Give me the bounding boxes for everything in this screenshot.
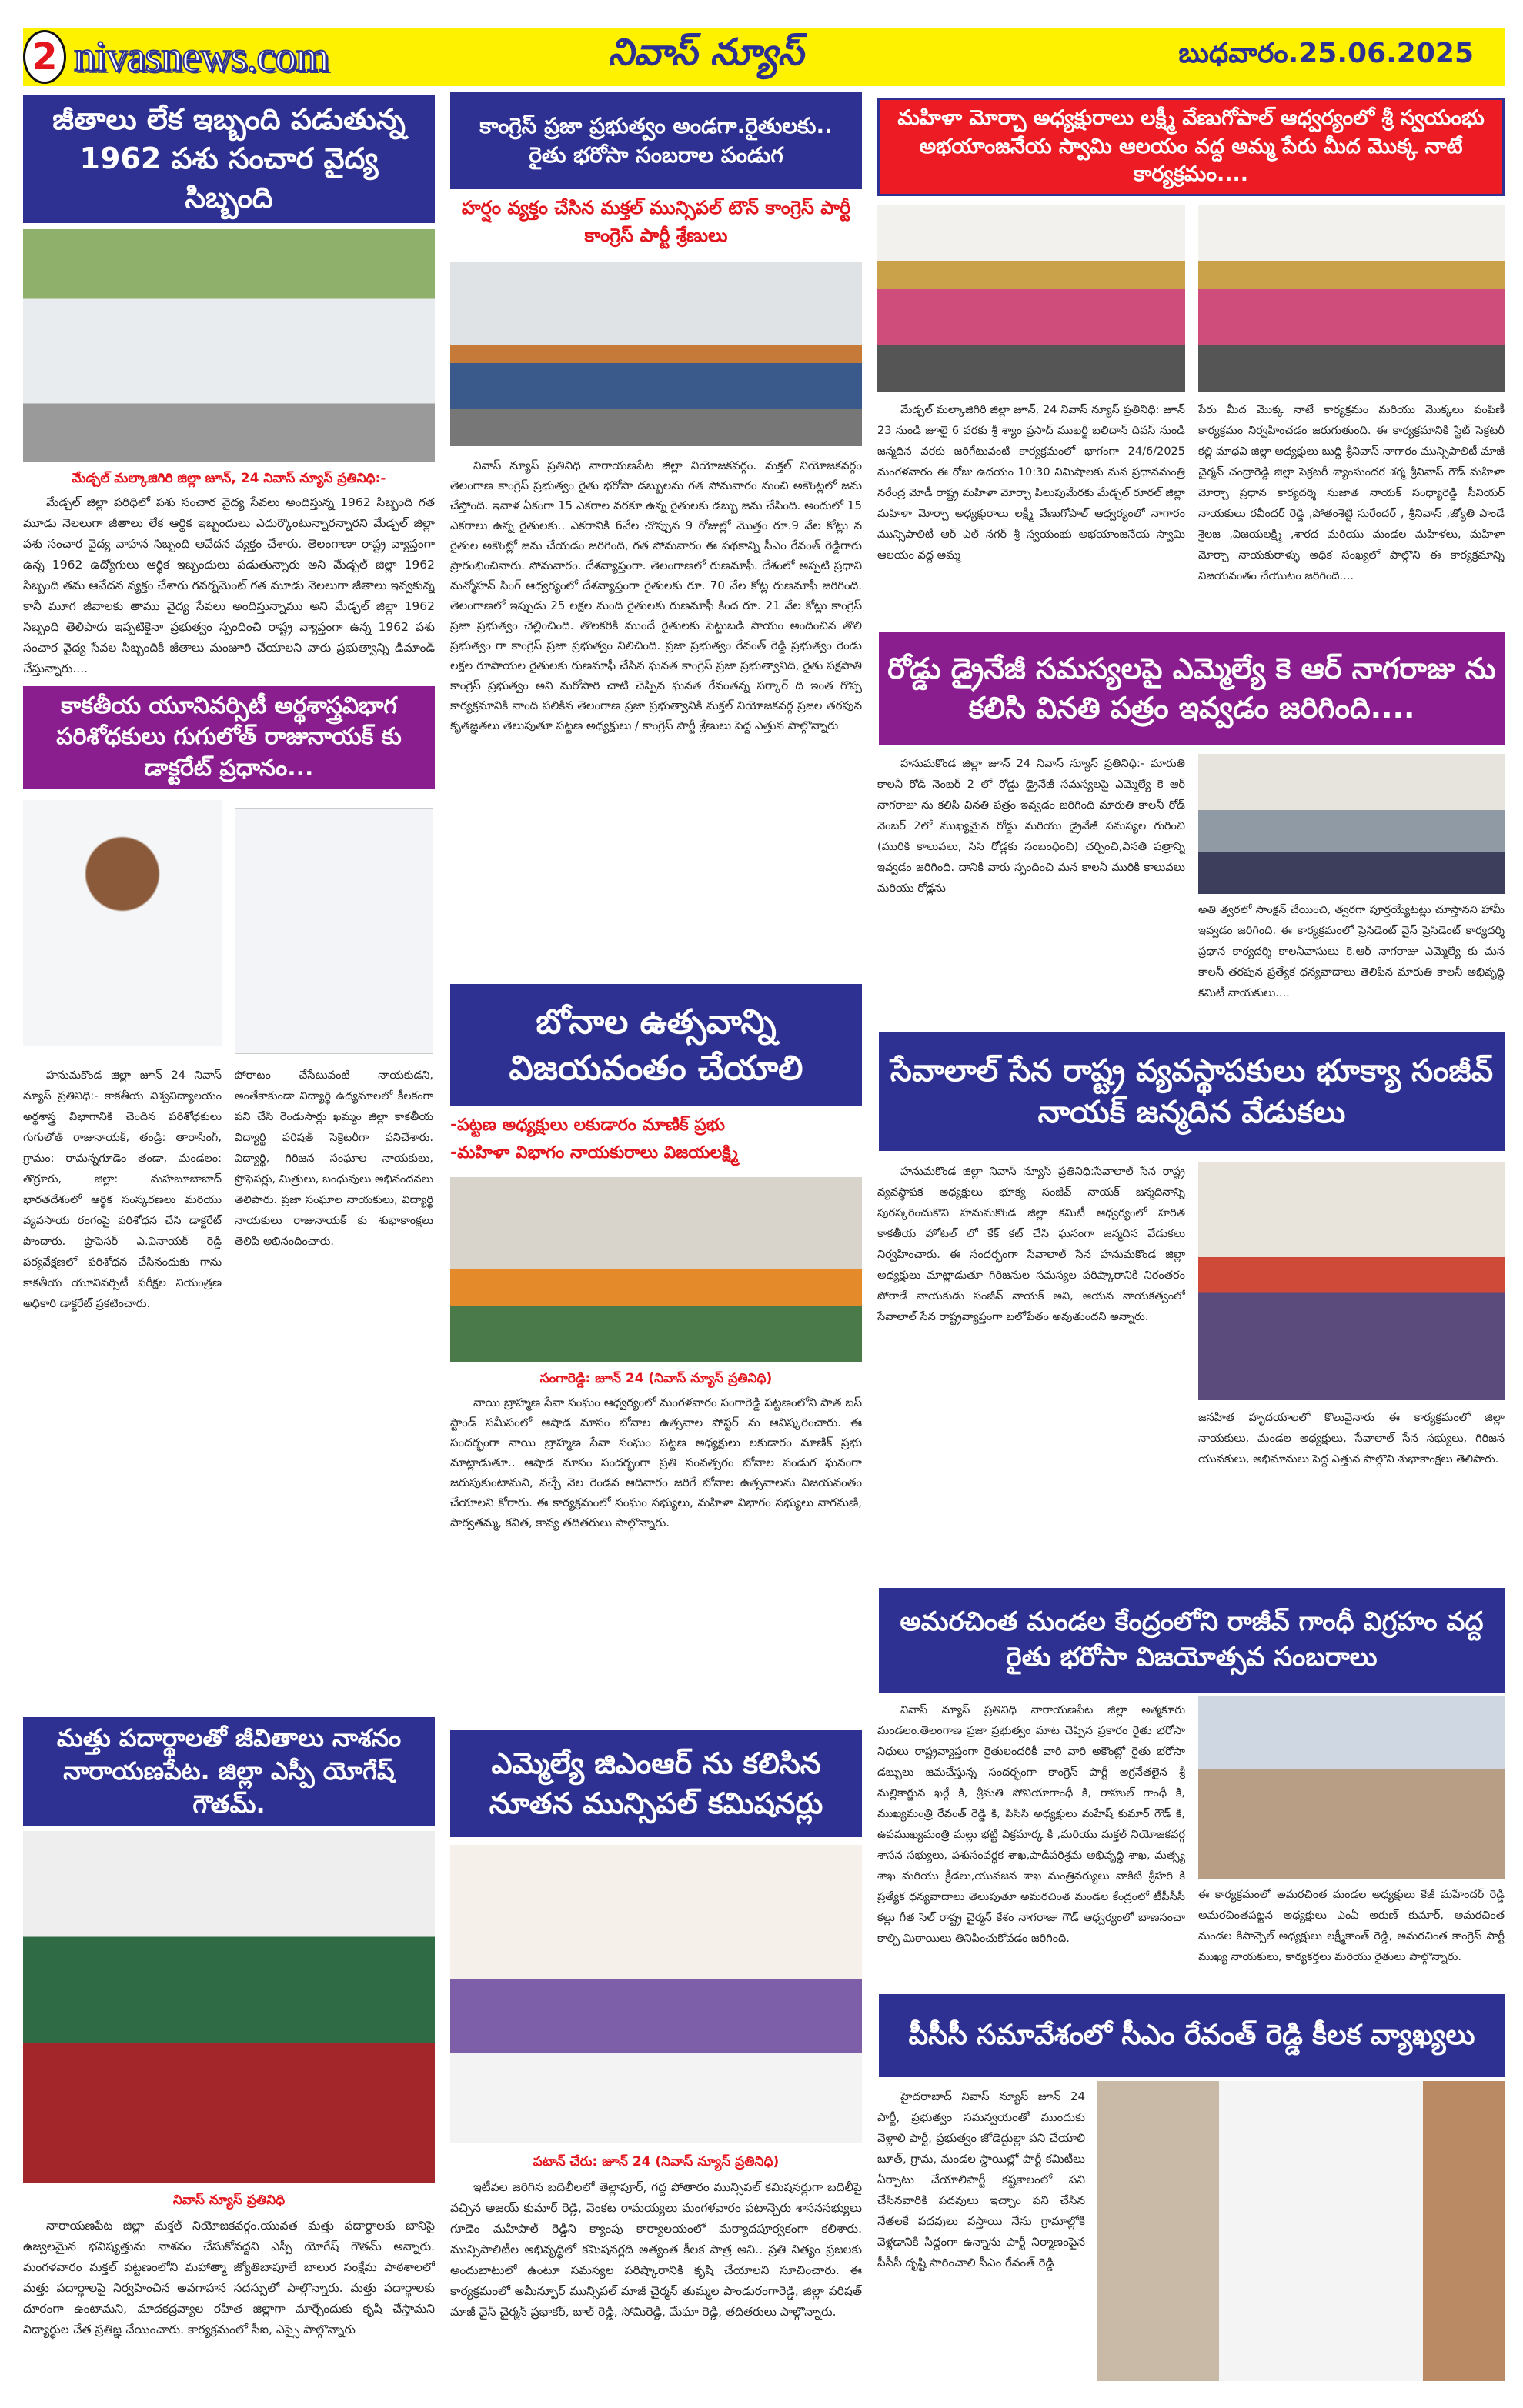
drugs-awareness-photo xyxy=(23,1831,435,2183)
article-body: జనహిత హృదయాలలో కొలువైనారు ఈ కార్యక్రమంలో జిల్లా నాయకులు, మండల అధ్యక్షులు, సేవాలాల్ సేన సభ్యులు, గిరిజన యువకులు, అభిమానులు పెద్ద ఎత్తున పాల్గొని శుభాకాంక్షలు తెలిపారు. xyxy=(1198,1412,1505,1466)
article-body: మేడ్చల్ జిల్లా పరిధిలో పశు సంచార వైద్య సేవలు అందిస్తున్న 1962 సిబ్బంది గత మూడు నెలలుగా జీతాలు లేక ఆర్థిక ఇబ్బందులు ఎదుర్కొంటున్నారన్నారని మేడ్చల్ జిల్లా పశు సంచార వైద్య వాహన సిబ్బంది ఆవేదన వ్యక్తం చేశారు. తెలంగాణా రాష్ట్ర వ్యాప్తంగా ఉన్న 1962 ఉద్యోగులు ఆర్థిక ఇబ్బందులు పడుతున్నారు అని మేడ్చల్ జిల్లా 1962 సిబ్బంది తమ ఆవేదన వ్యక్తం చేశారు గవర్నమెంట్ గత మూడు నెలలుగా జీతాలు ఇవ్వకున్న కానీ మూగ జీవాలకు తాము వైద్య సేవలు అందిస్తున్నాము అని మేడ్చల్ జిల్లా 1962 సిబ్బంది తెలిపారు ఇప్పటికైనా ప్రభుత్వం స్పందించి రాష్ట్ర వ్యాప్తంగా ఉన్న 1962 పశు సంచార వైద్య సేవల సిబ్బందికి జీతాలు మంజూరి చేయాలని వారు ప్రభుత్వాన్ని డిమాండ్ చేస్తున్నారు.... xyxy=(23,495,435,675)
headline-pcc-meeting: పీసీసీ సమావేశంలో సీఎం రేవంత్ రెడ్డి కీలక వ్యాఖ్యలు xyxy=(879,1994,1505,2077)
article-body: మేడ్చల్ మల్కాజిగిరి జిల్లా జూన్, 24 నివాస్ న్యూస్ ప్రతినిధి: జూన్ 23 నుండి జూలై 6 వరకు శ్రీ శ్యాం ప్రసాద్ ముఖర్జీ బలిదాన్ దివస్ నుండి జన్మదిన వరకు జరిగేటువంటి కార్యక్రమంలో భాగంగా 24/6/2025 మంగళవారం ఈ రోజు ఉదయం 10:30 నిమిషాలకు మన ప్రధానమంత్రి నరేంద్ర మోడీ రాష్ట్ర మహిళా మోర్చా పిలుపుమేరకు మేడ్చల్ రూరల్ జిల్లా మహిళా మోర్చా అధ్యక్షురాలు లక్ష్మీ వేణుగోపాల్ ఆధ్వర్యంలో నాగారం మున్సిపాలిటీ ఆర్ ఎల్ నగర్ శ్రీ స్వయంభు అభయాంజనేయ స్వామి ఆలయం వద్ద అమ్మ xyxy=(877,404,1185,562)
headline-road-drainage: రోడ్డు డ్రైనేజీ సమస్యలపై ఎమ్మెల్యే కె ఆర్ నాగరాజు ను కలిసి వినతి పత్రం ఇవ్వడం జరిగింది.... xyxy=(879,632,1505,745)
subheadline: హర్షం వ్యక్తం చేసిన మక్తల్ మున్సిపల్ టౌన్ కాంగ్రెస్ పార్టీ కాంగ్రెస్ పార్టీ శ్రేణులు xyxy=(461,197,851,246)
newspaper-logo: నివాస్ న్యూస్ xyxy=(608,31,804,74)
headline-drugs: మత్తు పదార్థాలతో జీవితాలు నాశనం నారాయణపేట. జిల్లా ఎస్పీ యోగేష్ గౌతమ్. xyxy=(23,1717,435,1826)
subheadline: -పట్టణ అధ్యక్షులు లకుడారం మాణిక్ ప్రభు xyxy=(450,1116,726,1135)
headline-amarachinta: అమరచింత మండల కేంద్రంలోని రాజీవ్ గాంధీ విగ్రహం వద్ద రైతు భరోసా విజయోత్సవ సంబరాలు xyxy=(879,1588,1505,1693)
masthead xyxy=(23,28,1505,86)
article-body: పేరు మీద మొక్క నాటే కార్యక్రమం మరియు మొక్కలు పంపిణీ కార్యక్రమం నిర్వహించడం జరుగుతుంది. ఈ కార్యక్రమానికి స్టేట్ సెక్రటరీ కల్లి మాధవి జిల్లా అధ్యక్షులు బుద్ధి శ్రీనివాస్ నాగారం మున్సిపాలిటీ మాజీ చైర్మన్ చంద్రారెడ్డి జిల్లా సెక్రటరీ శ్యాంసుందర శర్మ శ్రీనివాస్ గౌడ్ మహిళా మోర్చా ప్రధాన కార్యదర్శి సుజాత నాయక్ సంధ్యారెడ్డి సీనియర్ నాయకులు రవీందర్ రెడ్డి ,పోతంశెట్టి సురేందర్ , శ్రీనివాస్ ,జ్యోతి పాండే శైలజ ,విజయలక్ష్మి ,శారద మరియు మండల మహిళలు, మహిళా మోర్చా నాయకురాళ్ళు అధిక సంఖ్యలో పాల్గొని ఈ కార్యక్రమాన్ని విజయవంతం చేయుటం జరిగింది.... xyxy=(1198,404,1505,582)
article-body: అతి త్వరలో సాంక్షన్ చేయించి, త్వరగా పూర్తయ్యేటట్లు చూస్తానని హామీ ఇవ్వడం జరిగింది. ఈ కార్యక్రమంలో ప్రెసిడెంట్ వైస్ ప్రెసిడెంట్ కార్యదర్శి ప్రధాన కార్యదర్శి కాలనీవాసులు కె.ఆర్ నాగరాజు ఎమ్మెల్యే కు మన కాలనీ తరపున ప్రత్యేక ధన్యవాదాలు తెలిపిన మారుతి కాలనీ అభివృద్ధి కమిటీ నాయకులు.... xyxy=(1198,904,1505,999)
article-body: హనుమకొండ జిల్లా జూన్ 24 నివాస్ న్యూస్ ప్రతినిధి:- కాకతీయ విశ్వవిద్యాలయం అర్థశాస్త్ర విభాగానికి చెందిన పరిశోధకులు గుగులోత్ రాజునాయక్, తండ్రి: తారాసింగ్, గ్రామం: రామన్నగూడెం తండా, మండలం: తొర్రూరు, జిల్లా: మహబూబాబాద్ భారతదేశంలో ఆర్థిక సంస్కరణలు మరియు వ్యవసాయ రంగంపై పరిశోధన చేసి డాక్టరేట్ పొందారు. ప్రొఫెసర్ ఎ.వినాయక్ రెడ్డి పర్యవేక్షణలో పరిశోధన చేసినందుకు గాను కాకతీయ యూనివర్సిటీ పరీక్షల నియంత్రణ అధికారి డాక్టరేట్ ప్రకటించారు. xyxy=(23,1069,222,1310)
article-body: పోరాటం చేసేటువంటి నాయకుడని, అంతేకాకుండా విద్యార్థి ఉద్యమాలలో కీలకంగా పని చేసి రెండుసార్లు ఖమ్మం జిల్లా కాకతీయ విద్యార్థి పరిషత్ సెక్రెటరీగా పనిచేశారు. విద్యార్థి, గిరిజన సంఘాల నాయకులు, ప్రొఫెసర్లు, మిత్రులు, బంధువులు అభినందనలు తెలిపారు. ప్రజా సంఘాల నాయకులు, విద్యార్థి నాయకులు రాజునాయక్ కు శుభాకాంక్షలు తెలిపి అభినందించారు. xyxy=(235,1069,433,1248)
headline-mahila-morcha: మహిళా మోర్చా అధ్యక్షురాలు లక్ష్మీ వేణుగోపాల్ ఆధ్వర్యంలో శ్రీ స్వయంభు అభయాంజనేయ స్వామి ఆలయం వద్ద అమ్మ పేరు మీద మొక్క నాటే కార్యక్రమం.... xyxy=(877,98,1505,196)
site-name[interactable]: nivasnews.com xyxy=(74,33,329,81)
article-body: నాయి బ్రాహ్మణ సేవా సంఘం ఆధ్వర్యంలో మంగళవారం సంగారెడ్డి పట్టణంలోని పాత బస్ స్టాండ్ సమీపంలో ఆషాడ మాసం బోనాల ఉత్సవాల పోస్టర్ ను ఆవిష్కరించారు. ఈ సందర్భంగా నాయి బ్రాహ్మణ సేవా సంఘం పట్టణ అధ్యక్షులు లకుడారం మాణిక్ ప్రభు మాట్లాడుతూ.. ఆషాడ మాసం సందర్భంగా ప్రతి సంవత్సరం బోనాల పండుగ ఘనంగా జరుపుకుంటామని, వచ్చే నెల రెండవ ఆదివారం జరిగే బోనాల ఉత్సవాలను విజయవంతం చేయాలని కోరారు. ఈ కార్యక్రమంలో సంఘం సభ్యులు, మహిళా విభాగం సభ్యులు నాగమణి, పార్వతమ్మ, కవిత, కావ్య తదితరులు పాల్గొన్నారు. xyxy=(450,1396,862,1529)
headline-1962-staff: జీతాలు లేక ఇబ్బంది పడుతున్న 1962 పశు సంచార వైద్య సిబ్బంది xyxy=(23,95,435,223)
headline-sevalal-sena: సేవాలాల్ సేన రాష్ట్ర వ్యవస్థాపకులు భూక్యా సంజీవ్ నాయక్ జన్మదిన వేడుకలు xyxy=(879,1032,1505,1151)
commissioners-photo xyxy=(450,1845,862,2143)
certificate-photo xyxy=(235,808,433,1054)
dateline: నివాస్ న్యూస్ ప్రతినిధి xyxy=(172,2193,286,2208)
headline-rythu-bharosa: కాంగ్రెస్ ప్రజా ప్రభుత్వం అండగా.రైతులకు.. రైతు భరోసా సంబరాల పండుగ xyxy=(450,92,862,189)
issue-date: బుధవారం.25.06.2025 xyxy=(1178,38,1474,69)
article-body: హనుమకొండ జిల్లా నివాస్ న్యూస్ ప్రతినిధి:సేవాలాల్ సేన రాష్ట్ర వ్యవస్థాపక అధ్యక్షులు భూక్య సంజీవ్ నాయక్ జన్మదినాన్ని పురస్కరించుకొని హనుమకొండ జిల్లా కమిటీ ఆధ్వర్యంలో హరిత కాకతీయ హోటల్ లో కేక్ కట్ చేసి ఘనంగా జన్మదిన వేడుకలు నిర్వహించారు. ఈ సందర్భంగా సేవాలాల్ సేన హనుమకొండ జిల్లా అధ్యక్షులు మాట్లాడుతూ గిరిజనుల సమస్యల పరిష్కారానికి నిరంతరం పోరాడే నాయకుడు సంజీవ్ నాయక్ అని, ఆయన నాయకత్వంలో సేవాలాల్ సేన రాష్ట్రవ్యాప్తంగా బలోపేతం అవుతుందని అన్నారు. xyxy=(877,1166,1185,1323)
headline-doctorate: కాకతీయ యూనివర్సిటీ అర్థశాస్త్రవిభాగ పరిశోధకులు గుగులోత్ రాజునాయక్ కు డాక్టరేట్ ప్రధానం... xyxy=(23,686,435,789)
congress-statue-photo xyxy=(450,262,862,446)
article-body: నివాస్ న్యూస్ ప్రతినిధి నారాయణపేట జిల్లా అత్మకూరు మండలం.తెలంగాణ ప్రజా ప్రభుత్వం మాట చెప్పిన ప్రకారం రైతు భరోసా నిధులు రాష్ట్రవ్యాప్తంగా రైతులందరికీ వారి వారి అకౌంట్లో రైతు భరోసా డబ్బులు జమచేస్తున్న సందర్భంగా కాంగ్రెస్ పార్టీ అగ్రనేతలైన శ్రీ మల్లికార్జున ఖర్గే కి, శ్రీమతి సోనియాగాంధీ కి, రాహుల్ గాంధీ కి, ముఖ్యమంత్రి రేవంత్ రెడ్డి కి, పిసిసి అధ్యక్షులు మహేష్ కుమార్ గౌడ్ కి, ఉపముఖ్యమంత్రి మల్లు భట్టి విక్రమార్క కి ,మరియు మక్తల్ నియోజకవర్గ శాసన సభ్యులు, పశుసంవర్ధక శాఖ,పాడిపరిశ్రమ అభివృద్ధి శాఖ, మత్స్య శాఖ మరియు క్రీడలు,యువజన శాఖ మంత్రివర్యులు వాకిటి శ్రీహరి కి ప్రత్యేక ధన్యవాదాలు తెలుపుతూ అమరచింత మండల కేంద్రంలో టీపీసీసీ కల్లు గీత సెల్ రాష్ట్ర చైర్మన్ కేశం నాగరాజు గౌడ్ ఆధ్వర్యంలో బాణసంచా కాల్చి మిఠాయిలు తినిపించుకోవడం జరిగింది. xyxy=(877,1704,1185,1945)
page-number: 2 xyxy=(23,30,66,84)
article-body: ఈ కార్యక్రమంలో అమరచింత మండల అధ్యక్షులు కేజీ మహేందర్ రెడ్డి అమరచింతపట్టన అధ్యక్షులు ఎంఏ అరుణ్ కుమార్, అమరచింత మండల కిసాన్సెల్ అధ్యక్షులు లక్ష్మీకాంత్ రెడ్డి, అమరచింత కాంగ్రెస్ పార్టీ ముఖ్య నాయకులు, కార్యకర్తలు మరియు రైతులు పాల్గొన్నారు. xyxy=(1198,1889,1505,1963)
portrait-photo xyxy=(23,800,222,1046)
bonalu-poster-photo xyxy=(450,1177,862,1362)
article-body: నారాయణపేట జిల్లా మక్తల్ నియోజకవర్గం.యువత మత్తు పదార్థాలకు బానిసై ఉజ్వలమైన భవిష్యత్తును నాశనం చేసుకోవద్దని ఎస్పీ యోగేష్ గౌతమ్ అన్నారు. మంగళవారం మక్తల్ పట్టణంలోని మహాత్మా జ్యోతిబాపూలే బాలుర సంక్షేమ పాఠశాలలో మత్తు పదార్థాలపై నిర్వహించిన అవగాహన సదస్సులో పాల్గొన్నారు. మత్తు పదార్థాలకు దూరంగా ఉంటామని, మాదకద్రవ్యాల రహిత జిల్లాగా మార్చేందుకు కృషి చేస్తామని విద్యార్థుల చేత ప్రతిజ్ఞ చేయించారు. కార్యక్రమంలో సీఐ, ఎస్సై పాల్గొన్నారు xyxy=(23,2219,435,2336)
dateline: సంగారెడ్డి: జూన్ 24 (నివాస్ న్యూస్ ప్రతినిధి) xyxy=(539,1371,773,1386)
dateline: మేడ్చల్ మల్కాజిగిరి జిల్లా జూన్, 24 నివాస్ న్యూస్ ప్రతినిధి:- xyxy=(72,471,386,486)
cm-revanth-reddy-photo xyxy=(1097,2081,1505,2381)
dateline: పటాన్ చేరు: జూన్ 24 (నివాస్ న్యూస్ ప్రతినిధి) xyxy=(533,2154,780,2170)
article-body: నివాస్ న్యూస్ ప్రతినిధి నారాయణపేట జిల్లా నియోజకవర్గం. మక్తల్ నియోజకవర్గం తెలంగాణ కాంగ్రెస్ ప్రభుత్వం రైతు భరోసా డబ్బులను గత సోమవారం నుంచి అకౌంట్లలో జమ చేస్తోంది. ఇవాళ ఏకంగా 15 ఎకరాల వరకూ ఉన్న రైతులకు డబ్బు జమ చేసింది. అందులో 15 ఎకరాలు ఉన్న రైతులకు.. ఎకరానికి 6వేల చొప్పున 9 రోజుల్లో మొత్తం రూ.9 వేల కోట్లు న రైతుల అకౌంట్లో జమ చేయడం జరిగింది, గత సోమవారం ఈ పథకాన్ని సీఎం రేవంత్ రెడ్డిగారు ప్రారంభించినారు. సోమవారం. దేశవ్యాప్తంగా. తెలంగాణలో రుణమాఫీ. దేశంలో అప్పటి ప్రధాని మన్మోహన్ సింగ్ ఆధ్వర్యంలో దేశవ్యాప్తంగా రైతులకు రూ. 70 వేల కోట్ల రుణమాఫీ జరిగింది. తెలంగాణలో ఇప్పుడు 25 లక్షల మంది రైతులకు రుణమాఫీ కింద రూ. 21 వేల కోట్లు కాంగ్రెస్ ప్రజా ప్రభుత్వం చెల్లించింది. తొలకరికి ముందే రైతులకు పెట్టుబడి సాయం అందించిన తొలి ప్రభుత్వం గా కాంగ్రెస్ ప్రజా ప్రభుత్వం నిలిచింది. ప్రజా ప్రభుత్వం రేవంత్ రెడ్డి ప్రభుత్వం రెండు లక్షల రూపాయల రైతులకు రుణమాఫీ చేసిన ఘనత కాంగ్రెస్ ప్రజా ప్రభుత్వానిది, రైతు పక్షపాతి కాంగ్రెస్ ప్రభుత్వం అని మరోసారి చాటి చెప్పిన ఘనత రేవంతన్న సర్కార్ ది ఇంత గొప్ప కార్యక్రమానికి నాంది పలికిన తెలంగాణ ప్రజా ప్రభుత్వానికి మక్తల్ నియోజకవర్గ ప్రజల తరపున కృతజ్ఞతలు తెలుపుతూ పట్టణ అధ్యక్షులు / కాంగ్రెస్ పార్టీ శ్రేణులు పెద్ద ఎత్తున పాల్గొన్నారు xyxy=(450,459,862,732)
article-body: హనుమకొండ జిల్లా జూన్ 24 నివాస్ న్యూస్ ప్రతినిధి:- మారుతి కాలనీ రోడ్ నెంబర్ 2 లో రోడ్డు డ్రైనేజీ సమస్యలపై ఎమ్మెల్యే కె ఆర్ నాగరాజు ను కలిసి వినతి పత్రం ఇవ్వడం జరిగింది మారుతి కాలనీ రోడ్ నెంబర్ 2లో ముఖ్యమైన రోడ్డు మరియు డ్రైనేజీ సమస్యల గురించి (మురికి కాలువలు, సిసి రోడ్లకు సంబంధించి) చర్చించి,వినతి పత్రాన్ని ఇవ్వడం జరిగింది. దానికి వారు స్పందించి మన కాలనీ మురికి కాలువలు మరియు రోడ్లను xyxy=(877,758,1185,895)
article-body: ఇటీవల జరిగిన బదిలీలలో తెల్లాపూర్, గద్ద పోతారం మున్సిపల్ కమిషనర్లుగా బదిలీపై వచ్చిన అజయ్ కుమార్ రెడ్డి, వెంకట రామయ్యలు మంగళవారం పటాన్చెరు శాసనసభ్యులు గూడెం మహిపాల్ రెడ్డిని క్యాంపు కార్యాలయంలో మర్యాదపూర్వకంగా కలిశారు. మున్సిపాలిటీల అభివృద్ధిలో కమిషనర్లది అత్యంత కీలక పాత్ర అని.. ప్రతి నిత్యం ప్రజలకు అందుబాటులో ఉంటూ సమస్యల పరిష్కారానికి కృషి చేయాలని సూచించారు. ఈ కార్యక్రమంలో అమీన్పూర్ మున్సిపల్ మాజీ చైర్మన్ తుమ్మల పాండురంగారెడ్డి, జిల్లా పరిషత్ మాజీ వైస్ చైర్మన్ ప్రభాకర్, బాల్ రెడ్డి, సోమిరెడ్డి, మేఘా రెడ్డి, తదితరులు పాల్గొన్నారు. xyxy=(450,2180,862,2319)
headline-mla-gmr: ఎమ్మెల్యే జిఎంఆర్ ను కలిసిన నూతన మున్సిపల్ కమిషనర్లు xyxy=(450,1730,862,1837)
headline-bonalu: బోనాల ఉత్సవాన్ని విజయవంతం చేయాలి xyxy=(450,984,862,1106)
ambulance-photo xyxy=(23,229,435,462)
petition-photo xyxy=(1198,754,1505,894)
birthday-cake-photo xyxy=(1198,1162,1505,1400)
article-body: హైదరాబాద్ నివాస్ న్యూస్ జూన్ 24 పార్టీ, ప్రభుత్వం సమన్వయంతో ముందుకు వెళ్లాలి పార్టీ, ప్రభుత్వం జోడెద్దుల్లా పని చేయాలి బూత్, గ్రామ, మండల స్థాయిల్లో పార్టీ కమిటీలు ఏర్పాటు చేయాలిపార్టీ కష్టకాలంలో పని చేసినవారికి పదవులు ఇచ్చాం పని చేసిన నేతలకే పదవులు వస్తాయి నేను గ్రామాల్లోకి వెళ్లడానికి సిద్ధంగా ఉన్నాను పార్టీ నిర్మాణంపైన పీసీసీ దృష్టి సారించాలి సీఎం రేవంత్ రెడ్డి xyxy=(877,2089,1085,2270)
plantation-photo-2 xyxy=(1198,205,1505,392)
subheadline: -మహిళా విభాగం నాయకురాలు విజయలక్ష్మి xyxy=(450,1143,738,1162)
plantation-photo-1 xyxy=(877,205,1185,392)
celebration-photo xyxy=(1198,1696,1505,1879)
